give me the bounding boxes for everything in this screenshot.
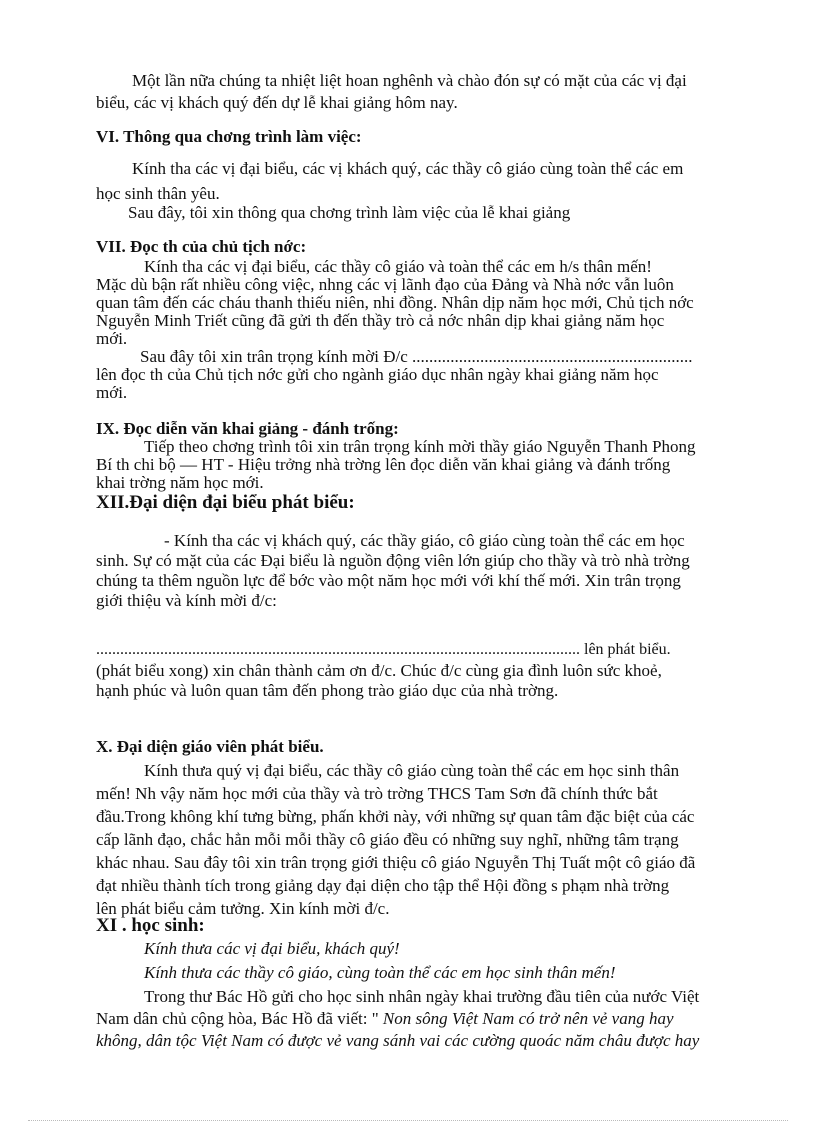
section-11-line-4-plain: Nam dân chủ cộng hòa, Bác Hồ đã viết: " [96,1009,383,1028]
section-11-line-1: Kính thưa các vị đại biểu, khách quý! [144,939,400,958]
page-bottom-dotted-border [28,1120,788,1121]
section-7-line-6: Sau đây tôi xin trân trọng kính mời Đ/c .................................................................. [140,347,693,366]
section-11-line-4 [96,1008,758,1030]
section-12-heading: XII.Đại diện đại biểu phát biểu: [96,492,355,513]
section-10-line-1: Kính thưa quý vị đại biểu, các thầy cô giáo cùng toàn thể các em học sinh thân [144,761,680,780]
section-10-line-2: mến! Nh vậy năm học mới của thầy và trò trờng THCS Tam Sơn đã chính thức bắt [96,784,658,803]
section-6-heading: VI. Thông qua chơng trình làm việc: [96,127,362,146]
section-12-line-1: - Kính tha các vị khách quý, các thầy giáo, cô giáo cùng toàn thể các em học [164,531,685,550]
section-10-line-6: đạt nhiều thành tích trong giảng dạy đại diện cho tập thể Hội đồng s phạm nhà trờng [96,876,670,895]
section-9-line-1: Tiếp theo chơng trình tôi xin trân trọng kính mời thầy giáo Nguyễn Thanh Phong [144,437,696,456]
section-7-line-2: Mặc dù bận rất nhiều công việc, nhng các vị lãnh đạo của Đảng và Nhà nớc vẫn luôn [96,275,674,294]
section-12-line-5: (phát biểu xong) xin chân thành cảm ơn đ/c. Chúc đ/c cùng gia đình luôn sức khoẻ, [96,661,662,680]
section-11-line-3: Trong thư Bác Hồ gửi cho học sinh nhân ngày khai trường đầu tiên của nước Việt [144,987,700,1006]
section-10-heading: X. Đại diện giáo viên phát biểu. [96,737,324,756]
section-11-quote-start: Non sông Việt Nam có trở nên vẻ vang hay [382,1009,674,1028]
section-10-line-4: cấp lãnh đạo, chắc hẳn mỗi mỗi thầy cô giáo đều có những suy nghĩ, những tâm trạng [96,830,679,849]
section-7-line-5: mới. [96,329,128,348]
section-12-line-6: hạnh phúc và luôn quan tâm đến phong trào giáo dục của nhà trờng. [96,681,559,700]
section-6-line-2: học sinh thân yêu. [96,184,220,203]
section-10-line-5: khác nhau. Sau đây tôi xin trân trọng giới thiệu cô giáo Nguyễn Thị Tuất một cô giáo đã [96,853,696,872]
section-7-line-4: Nguyễn Minh Triết cũng đã gửi th đến thầy trò cả nớc nhân dịp khai giảng năm học [96,311,665,330]
intro-line-2: biểu, các vị khách quý đến dự lễ khai giảng hôm nay. [96,93,458,112]
section-7-line-8: mới. [96,383,128,402]
section-10-line-3: đầu.Trong không khí tưng bừng, phấn khởi này, với những sự quan tâm đặc biệt của các [96,807,695,826]
intro-line-1: Một lần nữa chúng ta nhiệt liệt hoan nghênh và chào đón sự có mặt của các vị đại [132,71,687,90]
section-12-line-4: giới thiệu và kính mời đ/c: [96,591,277,610]
section-9-heading: IX. Đọc diễn văn khai giảng - đánh trống: [96,419,399,438]
section-11-heading: XI . học sinh: [96,915,205,936]
section-12-line-3: chúng ta thêm nguồn lực để bớc vào một năm học mới với khí thế mới. Xin trân trọng [96,571,681,590]
section-9-line-3: khai trờng năm học mới. [96,473,264,492]
section-12-line-2: sinh. Sự có mặt của các Đại biểu là nguồn động viên lớn giúp cho thầy và trò nhà trờng [96,551,690,570]
section-6-line-1: Kính tha các vị đại biểu, các vị khách quý, các thầy cô giáo cùng toàn thể các em [132,159,684,178]
speaker-name-blank: ......................................................................................................................... lên phát biểu. [96,641,671,658]
section-7-line-3: quan tâm đến các cháu thanh thiếu niên, nhi đồng. Nhân dịp năm học mới, Chủ tịch nớc [96,293,694,312]
section-7-line-1: Kính tha các vị đại biểu, các thầy cô giáo và toàn thể các em h/s thân mến! [144,257,652,276]
section-9-line-2: Bí th chi bộ — HT - Hiệu trởng nhà trờng lên đọc diễn văn khai giảng và đánh trống [96,455,671,474]
section-7-line-7: lên đọc th của Chủ tịch nớc gửi cho ngành giáo dục nhân ngày khai giảng năm học [96,365,659,384]
section-7-heading: VII. Đọc th của chủ tịch nớc: [96,237,307,256]
section-10-line-7: lên phát biểu cảm tưởng. Xin kính mời đ/c. [96,899,390,918]
section-11-line-5: không, dân tộc Việt Nam có được vẻ vang sánh vai các cường quoác năm châu được hay [96,1031,700,1050]
section-6-line-3: Sau đây, tôi xin thông qua chơng trình làm việc của lễ khai giảng [128,203,571,222]
section-11-line-2: Kính thưa các thầy cô giáo, cùng toàn thể các em học sinh thân mến! [144,963,616,982]
